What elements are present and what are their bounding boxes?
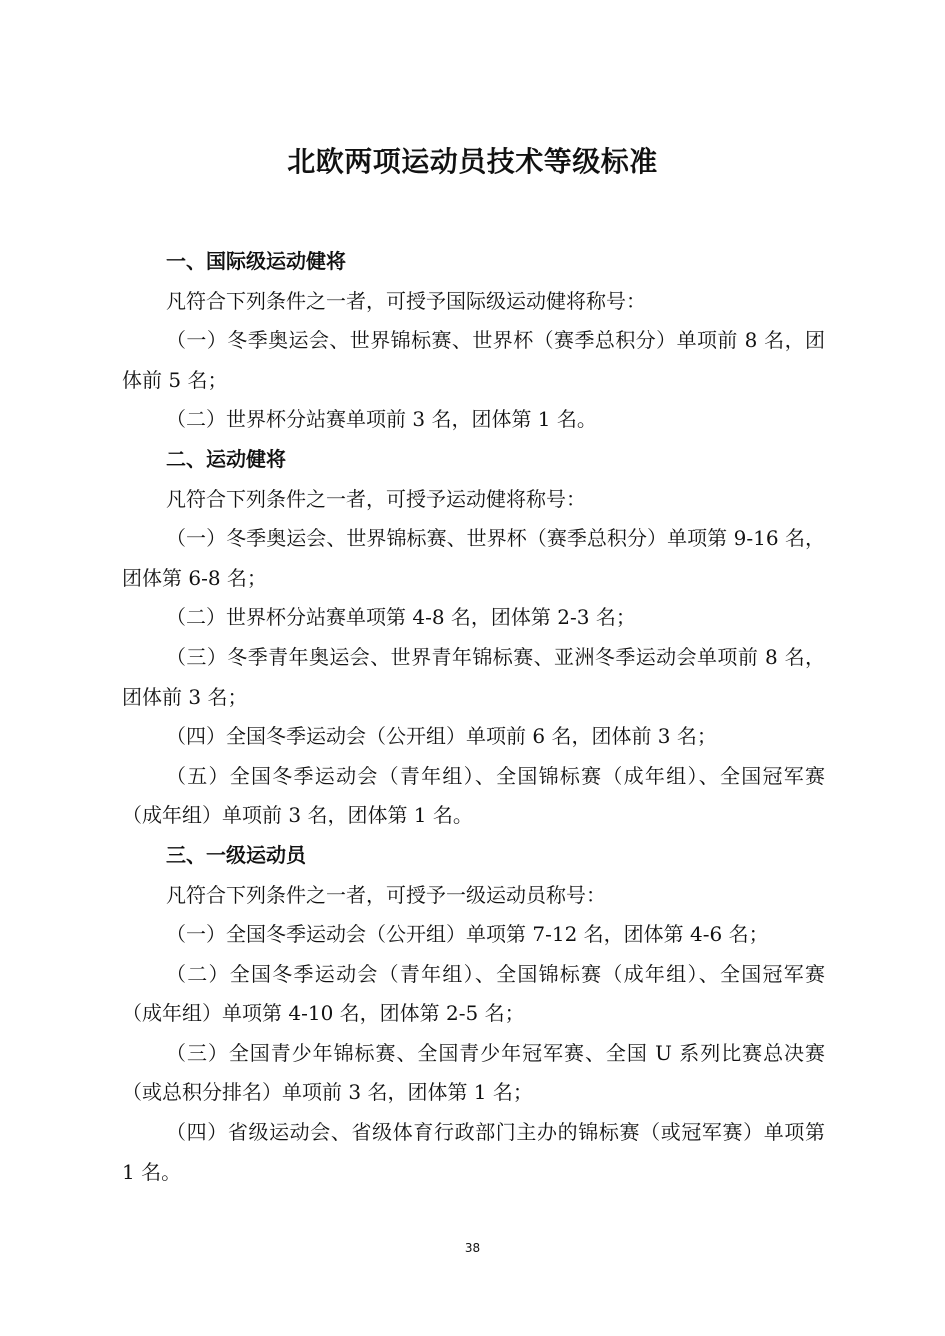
criteria-item: （四）省级运动会、省级体育行政部门主办的锦标赛（或冠军赛）单项第 1 名。 [122,1120,825,1184]
section-heading-international-master: 一、国际级运动健将 [166,249,346,273]
criteria-item: （三）全国青少年锦标赛、全国青少年冠军赛、全国 U 系列比赛总决赛（或总积分排名）单项前 3 名，团体第 1 名； [122,1040,825,1105]
criteria-item: （一）全国冬季运动会（公开组）单项第 7-12 名，团体第 4-6 名； [166,922,769,947]
page-title: 北欧两项运动员技术等级标准 [287,145,658,178]
section-intro: 凡符合下列条件之一者，可授予国际级运动健将称号： [166,288,646,313]
criteria-item: （二）世界杯分站赛单项前 3 名，团体第 1 名。 [166,407,597,432]
criteria-item: （一）冬季奥运会、世界锦标赛、世界杯（赛季总积分）单项第 9-16 名，团体第 6-8 名； [122,526,825,590]
criteria-item: （二）世界杯分站赛单项第 4-8 名，团体第 2-3 名； [166,605,636,630]
section-intro: 凡符合下列条件之一者，可授予一级运动员称号： [166,882,606,907]
section-intro: 凡符合下列条件之一者，可授予运动健将称号： [166,486,586,511]
criteria-item: （三）冬季青年奥运会、世界青年锦标赛、亚洲冬季运动会单项前 8 名，团体前 3 名； [122,644,825,709]
document-body [122,242,825,1192]
criteria-item: （二）全国冬季运动会（青年组）、全国锦标赛（成年组）、全国冠军赛（成年组）单项第 4-10 名，团体第 2-5 名； [122,961,825,1026]
criteria-item: （四）全国冬季运动会（公开组）单项前 6 名，团体前 3 名； [166,724,717,749]
page-number: 38 [464,1241,481,1255]
criteria-item: （一）冬季奥运会、世界锦标赛、世界杯（赛季总积分）单项前 8 名，团体前 5 名； [122,328,825,392]
criteria-item: （五）全国冬季运动会（青年组）、全国锦标赛（成年组）、全国冠军赛（成年组）单项前 3 名，团体第 1 名。 [122,763,825,828]
section-heading-master: 二、运动健将 [166,446,286,471]
section-heading-first-class: 三、一级运动员 [166,842,306,867]
